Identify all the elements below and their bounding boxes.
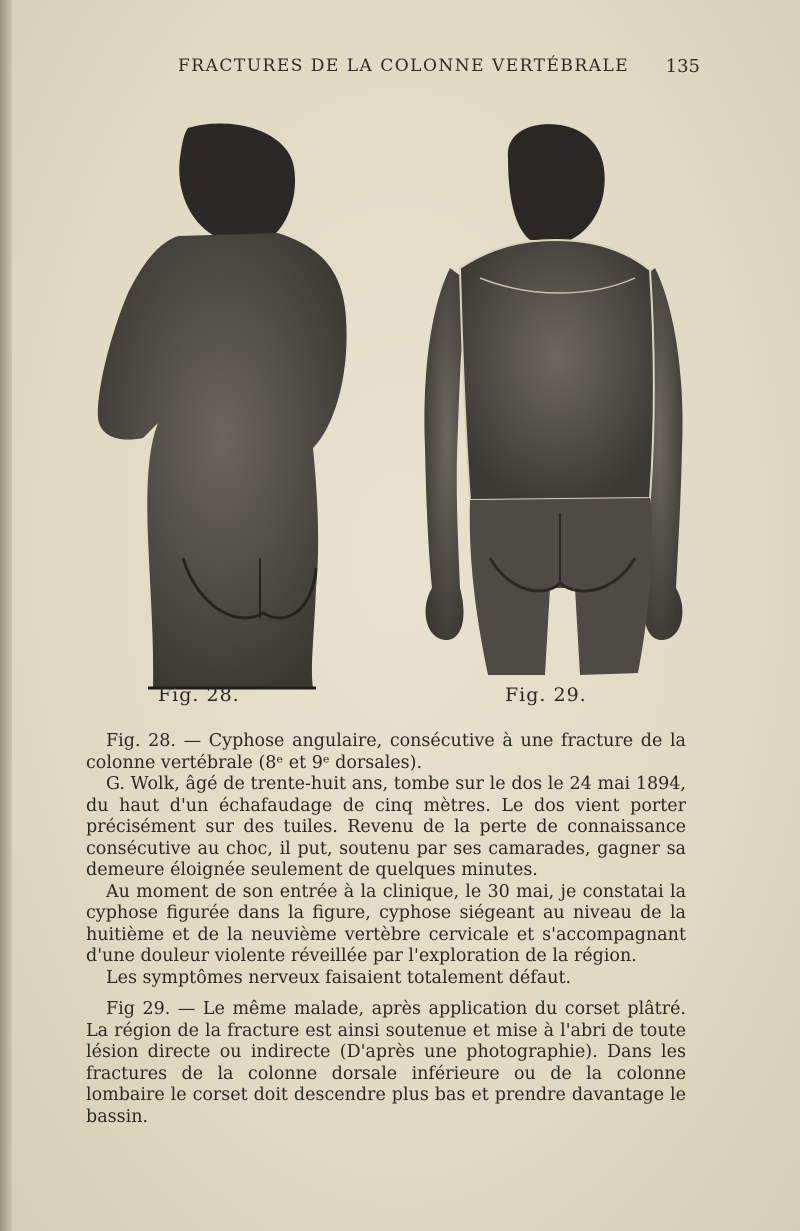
running-title: FRACTURES DE LA COLONNE VERTÉBRALE [178,56,630,76]
caption-fig-29: Fig 29. — Le même malade, après application du corset plâtré. La région de la fracture est ainsi soutenue et mise à l'abri de toute lésion directe ou indirecte (D'après une photographie). Dans les fractures de la colonne dorsale inférieure ou de la colonne lombaire le corset doit descendre plus bas et prendre davantage le bassin. [86,999,686,1127]
paragraph-case-history: G. Wolk, âgé de trente-huit ans, tombe sur le dos le 24 mai 1894, du haut d'un échafaudage de cinq mètres. Le dos vient porter précisément sur des tuiles. Revenu de la perte de connaissance consécutive au choc, il put, soutenu par ses camarades, gagner sa demeure éloignée seulement de quelques minutes. [86,774,686,880]
figure-28-label: Fig. 28. [158,684,240,706]
figure-29-photo [400,118,700,683]
figure-28-photo [88,118,353,690]
caption-fig-28: Fig. 28. — Cyphose angulaire, consécutive à une fracture de la colonne vertébrale (8ᵉ et 9ᵉ dorsales). [86,731,686,773]
page-number: 135 [665,56,700,77]
figure-area [80,118,720,718]
paragraph-clinic-exam: Au moment de son entrée à la clinique, le 30 mai, je constatai la cyphose figurée dans la figure, cyphose siégeant au niveau de la huitième et de la neuvième vertèbre cervicale et s'accompagnant d'une douleur violente réveillée par l'exploration de la région. [86,881,686,966]
paragraph-symptoms: Les symptômes nerveux faisaient totalement défaut. [106,967,572,988]
body-text [86,731,686,1128]
page-binding-edge [0,0,12,1231]
page-header [178,56,700,84]
figure-29-label: Fig. 29. [505,684,587,706]
